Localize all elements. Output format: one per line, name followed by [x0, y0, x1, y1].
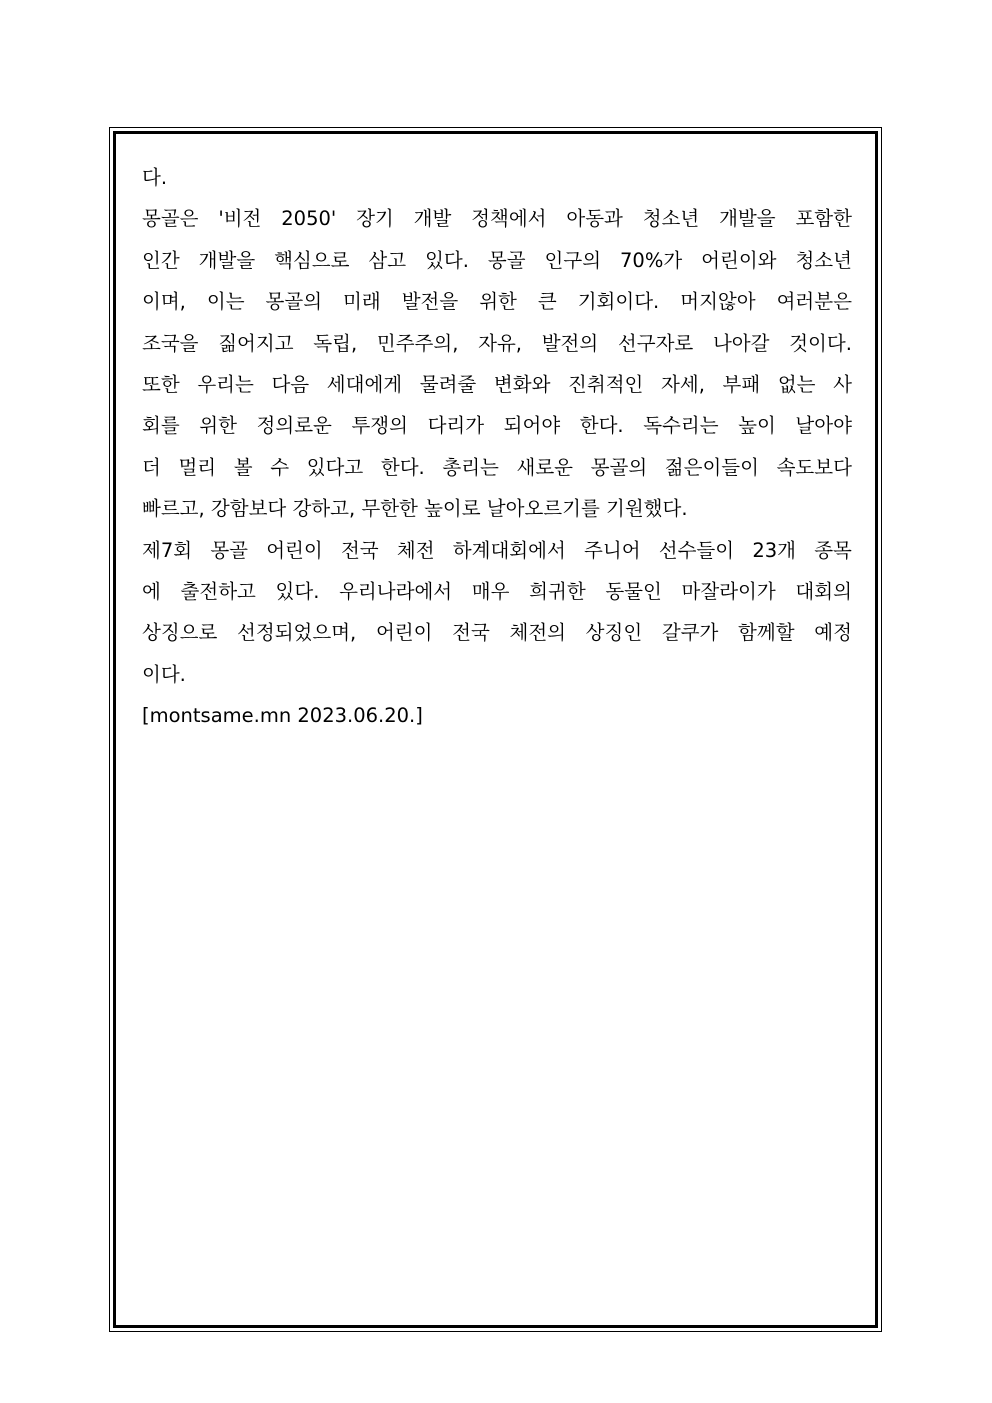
word: 것이다. — [789, 331, 852, 355]
word: 에 — [142, 579, 161, 603]
word: 포함한 — [795, 207, 852, 231]
word: 멀리 — [178, 455, 217, 479]
word: 다음 — [271, 372, 310, 396]
word: 몽골의 — [265, 290, 323, 314]
text-line-11 — [142, 571, 852, 612]
word: 또한 — [142, 372, 180, 396]
text-line-6 — [142, 364, 852, 405]
word: 세대에게 — [326, 372, 403, 396]
word: 우리는 — [197, 372, 254, 396]
word: 자세, — [661, 372, 705, 396]
word: 23개 — [752, 538, 796, 562]
word: 매우 — [471, 579, 510, 603]
word: 투쟁의 — [351, 414, 408, 438]
word: 하계대회에서 — [452, 538, 566, 562]
word: 있다고 — [306, 455, 364, 479]
word: 체전 — [396, 538, 435, 562]
text-line-13: 이다. — [142, 662, 186, 686]
word: 갈쿠가 — [661, 621, 719, 645]
word: 볼 — [233, 455, 253, 479]
word: 사 — [833, 372, 852, 396]
text-line-2 — [142, 198, 852, 239]
word: 대회의 — [795, 579, 852, 603]
word: 어린이와 — [701, 248, 777, 272]
word: 동물인 — [605, 579, 662, 603]
word: 70%가 — [620, 248, 683, 272]
word: 큰 — [537, 290, 557, 314]
word: 개발을 — [719, 207, 776, 231]
text-line-10 — [142, 530, 852, 571]
word: 있다. — [275, 579, 320, 603]
word: 상징인 — [585, 621, 643, 645]
word: 기회이다. — [577, 290, 660, 314]
word: 삼고 — [368, 248, 407, 272]
word: 이는 — [206, 290, 245, 314]
word: 부패 — [722, 372, 761, 396]
text-line-5 — [142, 323, 852, 364]
word: 물려줄 — [419, 372, 477, 396]
word: 위한 — [479, 290, 517, 314]
word: 예정 — [814, 621, 852, 645]
word: 여러분은 — [776, 290, 852, 314]
word: 되어야 — [503, 414, 561, 438]
word: 마잘라이가 — [681, 579, 776, 603]
word: 짊어지고 — [218, 331, 294, 355]
text-line-12 — [142, 612, 852, 653]
word: 속도보다 — [776, 455, 852, 479]
word: 인구의 — [544, 248, 602, 272]
word: 위한 — [199, 414, 237, 438]
word: 몽골은 — [142, 207, 199, 231]
word: 자유, — [478, 331, 522, 355]
word: 출전하고 — [180, 579, 256, 603]
text-line-9: 빠르고, 강함보다 강하고, 무한한 높이로 날아오르기를 기원했다. — [142, 497, 688, 521]
word: 한다. — [579, 414, 624, 438]
word: 발전을 — [401, 290, 459, 314]
text-line-1: 다. — [142, 166, 168, 189]
word: 선정되었으며, — [237, 621, 357, 645]
word: 미래 — [343, 290, 381, 314]
word: 함께할 — [738, 621, 795, 645]
word: 2050' — [281, 207, 337, 231]
word: 우리나라에서 — [339, 579, 453, 603]
word: 독수리는 — [643, 414, 719, 438]
source-citation: [montsame.mn 2023.06.20.] — [142, 704, 423, 728]
word: '비전 — [218, 207, 262, 231]
word: 이며, — [142, 290, 186, 314]
word: 회를 — [142, 414, 180, 438]
word: 나아갈 — [712, 331, 770, 355]
word: 조국을 — [142, 331, 199, 355]
word: 제7회 — [142, 538, 193, 562]
word: 어린이 — [375, 621, 433, 645]
text-line-4 — [142, 281, 852, 322]
word: 선구자로 — [617, 331, 694, 355]
word: 청소년 — [795, 248, 852, 272]
word: 인간 — [142, 248, 180, 272]
word: 없는 — [777, 372, 816, 396]
word: 다리가 — [427, 414, 485, 438]
word: 어린이 — [266, 538, 323, 562]
word: 청소년 — [642, 207, 700, 231]
word: 선수들이 — [658, 538, 735, 562]
word: 새로운 — [516, 455, 574, 479]
word: 희귀한 — [529, 579, 586, 603]
article-body — [142, 157, 852, 736]
word: 더 — [142, 455, 161, 479]
word: 주니어 — [584, 538, 641, 562]
word: 몽골 — [210, 538, 248, 562]
word: 핵심으로 — [274, 248, 350, 272]
word: 몽골의 — [590, 455, 648, 479]
word: 아동과 — [566, 207, 623, 231]
word: 한다. — [380, 455, 425, 479]
word: 몽골 — [487, 248, 526, 272]
text-line-8 — [142, 447, 852, 488]
word: 민주주의, — [376, 331, 459, 355]
word: 개발 — [413, 207, 452, 231]
word: 전국 — [452, 621, 490, 645]
word: 변화와 — [493, 372, 551, 396]
word: 상징으로 — [142, 621, 218, 645]
word: 개발을 — [198, 248, 256, 272]
word: 체전의 — [509, 621, 566, 645]
word: 진취적인 — [568, 372, 644, 396]
word: 정의로운 — [256, 414, 332, 438]
word: 장기 — [356, 207, 394, 231]
word: 높이 — [738, 414, 776, 438]
word: 머지않아 — [680, 290, 756, 314]
word: 정책에서 — [471, 207, 547, 231]
word: 날아야 — [795, 414, 852, 438]
text-line-7 — [142, 405, 852, 446]
text-line-3 — [142, 240, 852, 281]
word: 총리는 — [442, 455, 499, 479]
word: 발전의 — [541, 331, 599, 355]
word: 수 — [270, 455, 290, 479]
word: 있다. — [425, 248, 469, 272]
word: 젊은이들이 — [664, 455, 759, 479]
word: 종목 — [814, 538, 852, 562]
word: 전국 — [340, 538, 379, 562]
word: 독립, — [313, 331, 358, 355]
